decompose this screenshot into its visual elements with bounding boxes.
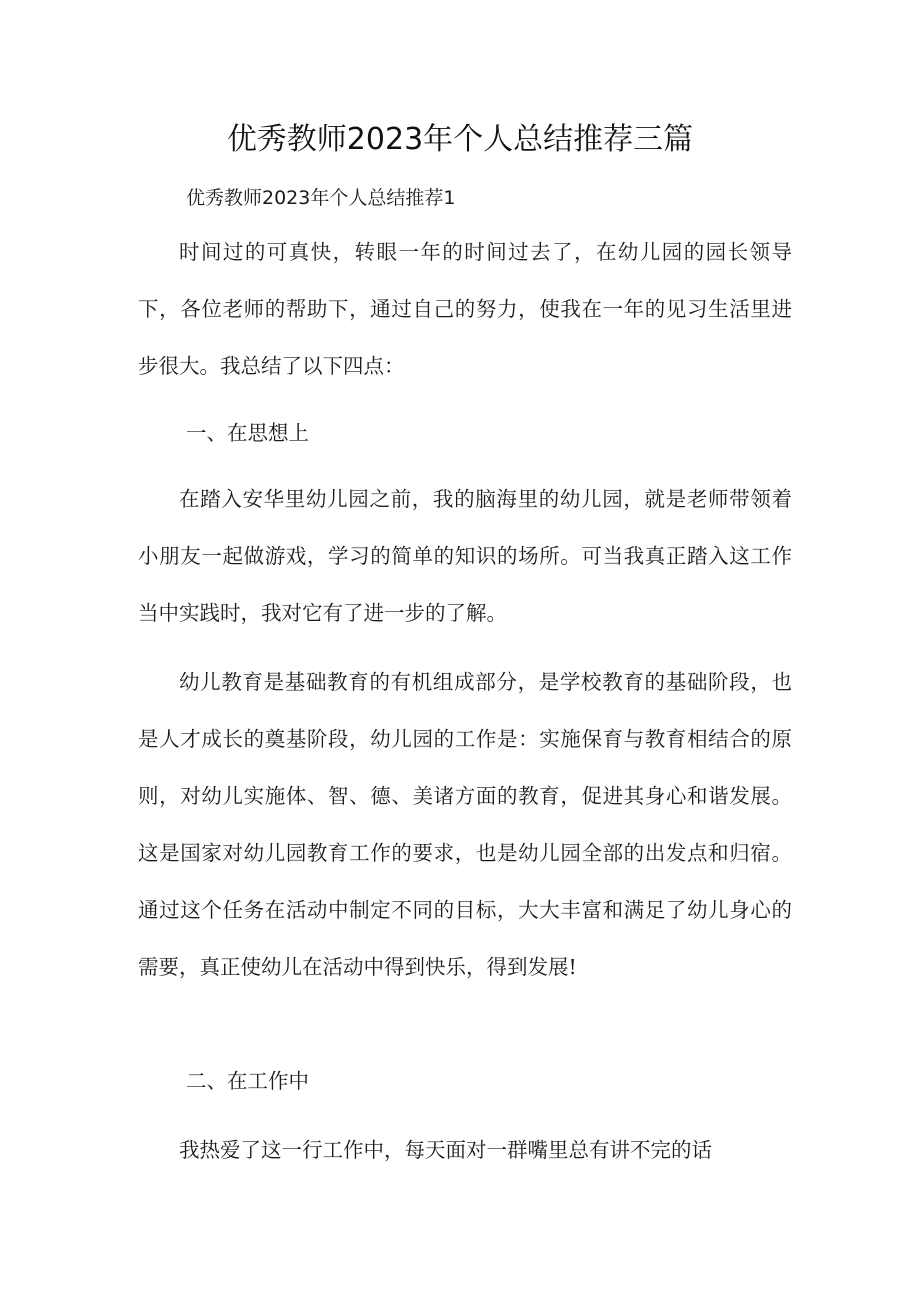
heading-thought: 一、在思想上 xyxy=(186,421,309,445)
heading-work: 二、在工作中 xyxy=(186,1069,309,1093)
paragraph-thought-1: 在踏入安华里幼儿园之前，我的脑海里的幼儿园，就是老师带领着小朋友一起做游戏，学习的简单的知识的场所。可当我真正踏入这工作当中实践时，我对它有了进一步的了解。 xyxy=(138,487,792,625)
section-subtitle: 优秀教师2023年个人总结推荐1 xyxy=(186,187,456,209)
paragraph-thought-2: 幼儿教育是基础教育的有机组成部分，是学校教育的基础阶段，也是人才成长的奠基阶段，幼儿园的工作是：实施保育与教育相结合的原则，对幼儿实施体、智、德、美诸方面的教育，促进其身心和谐发展。这是国家对幼儿园教育工作的要求，也是幼儿园全部的出发点和归宿。通过这个任务在活动中制定不同的目标，大大丰富和满足了幼儿身心的需要，真正使幼儿在活动中得到快乐，得到发展! xyxy=(138,670,792,979)
paragraph-intro: 时间过的可真快，转眼一年的时间过去了，在幼儿园的园长领导下，各位老师的帮助下，通过自己的努力，使我在一年的见习生活里进步很大。我总结了以下四点： xyxy=(138,240,792,378)
document-title: 优秀教师2023年个人总结推荐三篇 xyxy=(226,122,694,157)
paragraph-work-1: 我热爱了这一行工作中，每天面对一群嘴里总有讲不完的话 xyxy=(179,1138,712,1162)
